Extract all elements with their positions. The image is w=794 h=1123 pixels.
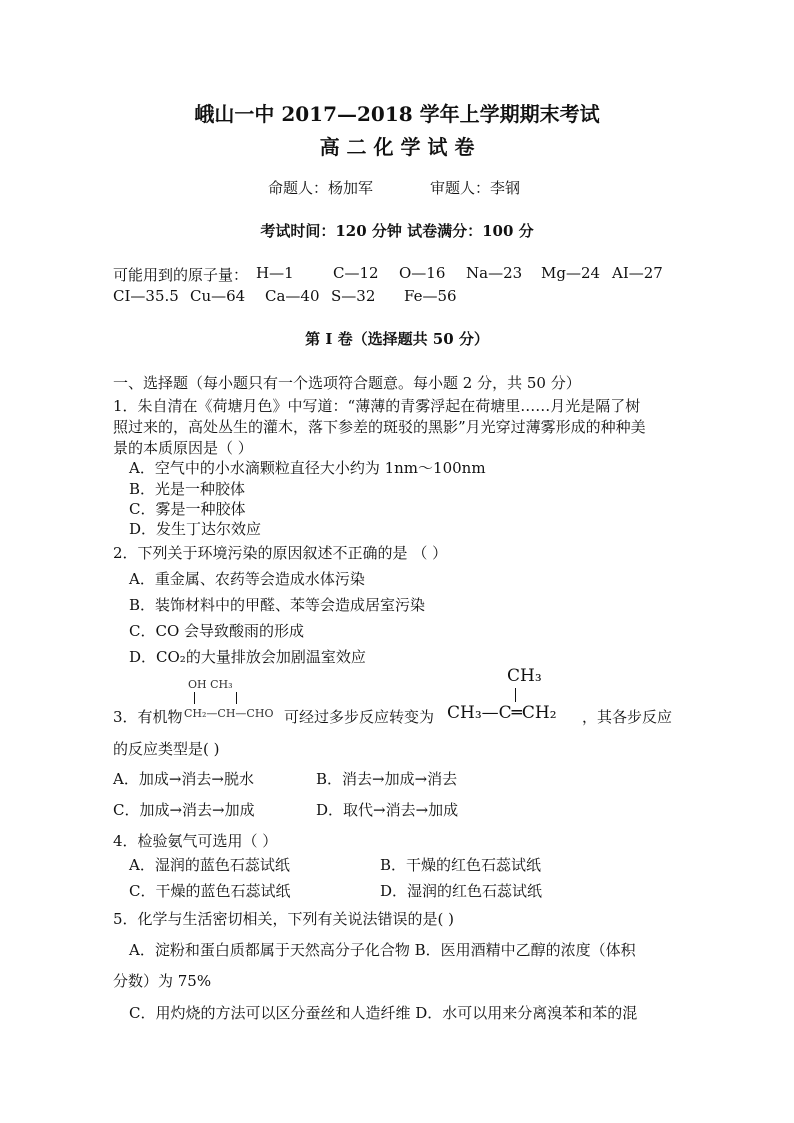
q3-option-a: A．加成→消去→脱水: [113, 770, 254, 788]
question-setter: 命题人：杨加军: [268, 179, 374, 197]
q3-struct1-bond: [194, 692, 195, 704]
q3-struct1-chain: CH₂—CH—CHO: [184, 707, 274, 720]
q3-struct1-bond: [236, 692, 237, 704]
q4-stem: 4．检验氨气可选用（ ）: [113, 832, 278, 850]
q3-option-c: C．加成→消去→加成: [113, 801, 255, 819]
q3-struct2-chain: CH₃—C═CH₂: [447, 703, 557, 723]
q3-struct1-substituents: OH CH₃: [188, 678, 233, 691]
atomic-mass-item: H—1: [256, 264, 294, 282]
q3-suffix: ，其各步反应: [582, 708, 673, 726]
atomic-mass-item: O—16: [399, 264, 446, 282]
q1-option-b: B．光是一种胶体: [129, 480, 246, 498]
q4-option-a: A．湿润的蓝色石蕊试纸: [129, 856, 290, 874]
q3-middle: 可经过多步反应转变为: [284, 708, 435, 726]
q4-option-d: D．湿润的红色石蕊试纸: [380, 882, 543, 900]
q1-stem-line1: 1．朱自清在《荷塘月色》中写道：“薄薄的青雾浮起在荷塘里……月光是隔了树: [113, 397, 641, 415]
q5-stem: 5．化学与生活密切相关，下列有关说法错误的是( ): [113, 910, 455, 928]
atomic-mass-item: Na—23: [466, 264, 523, 282]
atomic-mass-item: Fe—56: [404, 287, 457, 305]
q4-option-c: C．干燥的蓝色石蕊试纸: [129, 882, 291, 900]
q5-option-b-cont: 分数）为 75%: [113, 972, 212, 990]
q1-stem-line2: 照过来的，高处丛生的灌木，落下参差的斑驳的黑影”月光穿过薄雾形成的种种美: [113, 418, 646, 436]
q3-option-b: B．消去→加成→消去: [316, 770, 458, 788]
atomic-mass-item: AI—27: [612, 264, 663, 282]
q2-option-d: D．CO₂的大量排放会加剧温室效应: [129, 648, 366, 666]
atomic-mass-item: Ca—40: [265, 287, 320, 305]
q1-option-d: D．发生丁达尔效应: [129, 520, 262, 538]
atomic-mass-label: 可能用到的原子量：: [113, 266, 249, 284]
q1-option-a: A．空气中的小水滴颗粒直径大小约为 1nm～100nm: [129, 459, 486, 477]
atomic-mass-item: Cu—64: [190, 287, 246, 305]
q3-option-d: D．取代→消去→加成: [316, 801, 459, 819]
section-heading: 第 I 卷（选择题共 50 分）: [305, 330, 489, 348]
q2-stem: 2．下列关于环境污染的原因叙述不正确的是 （ ）: [113, 544, 448, 562]
q2-option-b: B．装饰材料中的甲醛、苯等会造成居室污染: [129, 596, 426, 614]
exam-title: 峨山一中 2017—2018 学年上学期期末考试: [194, 102, 600, 126]
q3-struct2-bond: [515, 688, 516, 702]
q2-option-c: C．CO 会导致酸雨的形成: [129, 622, 305, 640]
atomic-mass-item: CI—35.5: [113, 287, 179, 305]
q2-option-a: A．重金属、农药等会造成水体污染: [129, 570, 365, 588]
question-reviewer: 审题人：李钢: [430, 179, 521, 197]
part-title: 一、选择题（每小题只有一个选项符合题意。每小题 2 分，共 50 分）: [113, 374, 581, 392]
q1-option-c: C．雾是一种胶体: [129, 500, 246, 518]
atomic-mass-item: S—32: [331, 287, 376, 305]
atomic-mass-item: C—12: [333, 264, 379, 282]
q1-stem-line3: 景的本质原因是（ ）: [113, 439, 253, 457]
q3-struct2-substituent: CH₃: [507, 666, 542, 686]
atomic-mass-item: Mg—24: [541, 264, 601, 282]
q3-prefix: 3．有机物: [113, 708, 183, 726]
q4-option-b: B．干燥的红色石蕊试纸: [380, 856, 542, 874]
q5-options-ab: A．淀粉和蛋白质都属于天然高分子化合物 B．医用酒精中乙醇的浓度（体积: [129, 941, 636, 959]
q3-stem-line2: 的反应类型是( ): [113, 740, 220, 758]
exam-subtitle: 高 二 化 学 试 卷: [319, 135, 475, 159]
q5-options-cd: C．用灼烧的方法可以区分蚕丝和人造纤维 D．水可以用来分离溴苯和苯的混: [129, 1004, 638, 1022]
exam-info: 考试时间：120 分钟 试卷满分：100 分: [260, 222, 534, 240]
